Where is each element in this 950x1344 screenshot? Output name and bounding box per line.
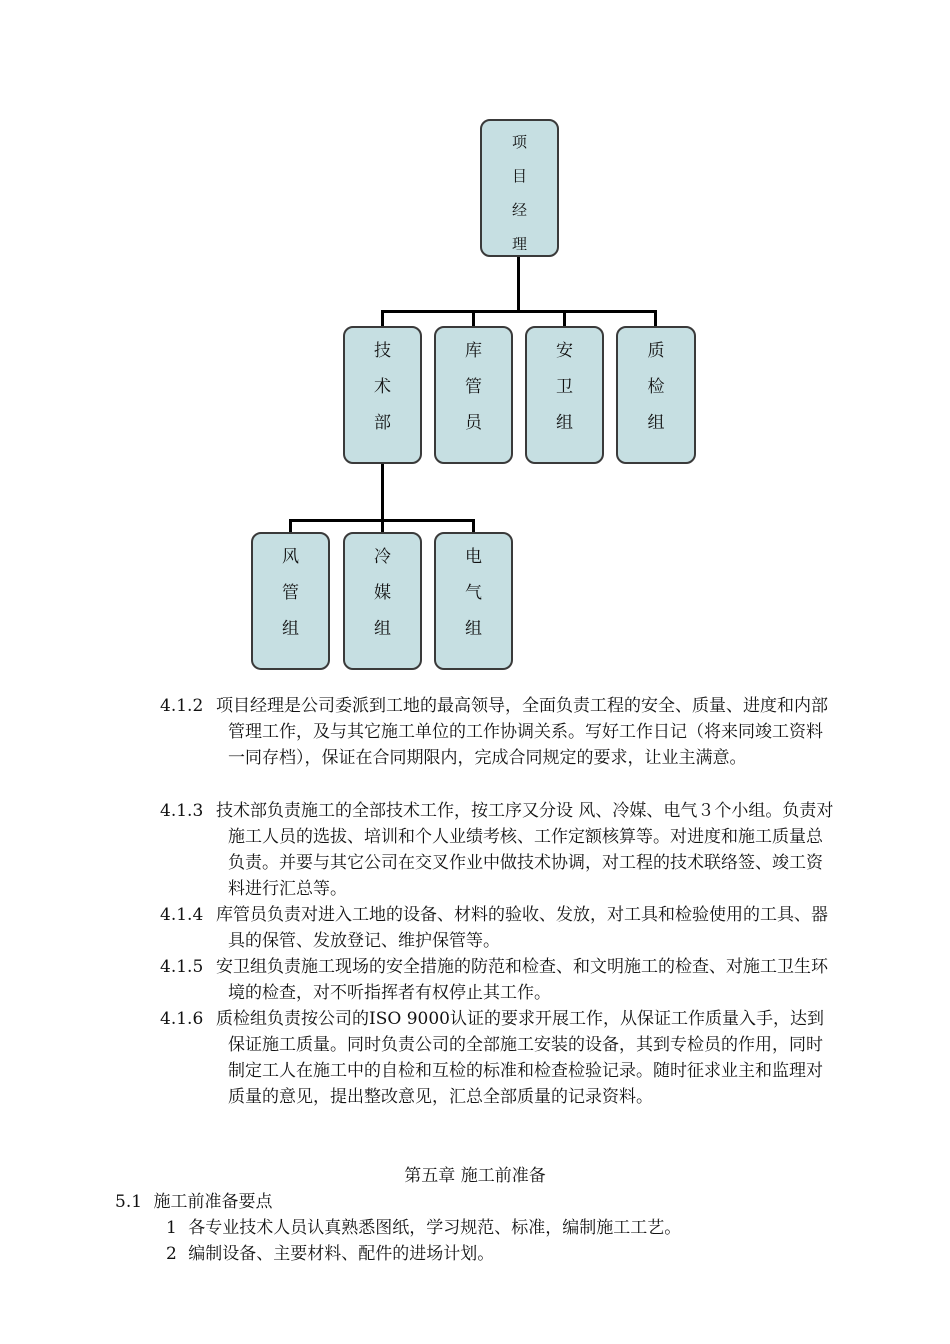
- paragraph-text: 项目经理是公司委派到工地的最高领导，全面负责工程的安全、质量、进度和内部管理工作，及与其它施工单位的工作协调关系。写好工作日记（将来同竣工资料一同存档），保证在合同期限内，完成合同规定的要求，让业主满意。: [216, 696, 828, 768]
- list-item-number: 1: [166, 1218, 177, 1238]
- org-box-tech-dept: [343, 326, 422, 464]
- list-item-text: 各专业技术人员认真熟悉图纸，学习规范、标准，编制施工工艺。: [188, 1218, 682, 1238]
- paragraph-text: 质检组负责按公司的ISO 9000认证的要求开展工作，从保证工作质量入手，达到保证施工质量。同时负责公司的全部施工安装的设备，其到专检员的作用，同时制定工人在施工中的自检和互检的标准和检查检验记录。随时征求业主和监理对质量的意见，提出整改意见，汇总全部质量的记录资料。: [216, 1009, 824, 1107]
- org-box-char: 气: [465, 583, 482, 603]
- paragraph-4-1-4: [160, 902, 835, 954]
- org-box-char: 组: [374, 619, 391, 639]
- paragraph-text: 安卫组负责施工现场的安全措施的防范和检查、和文明施工的检查、对施工卫生环境的检查，对不听指挥者有权停止其工作。: [216, 957, 828, 1003]
- org-box-char: 部: [374, 413, 391, 433]
- paragraph-4-1-3: [160, 798, 835, 902]
- org-box-safety-group: [525, 326, 604, 464]
- org-box-char: 库: [465, 341, 482, 361]
- org-box-electrical-group: [434, 532, 513, 670]
- org-box-char: 组: [556, 413, 573, 433]
- connector-root-down: [517, 256, 520, 312]
- org-box-char: 电: [465, 547, 482, 567]
- org-box-char: 卫: [556, 377, 573, 397]
- paragraph-text: 库管员负责对进入工地的设备、材料的验收、发放，对工具和检验使用的工具、器具的保管、发放登记、维护保管等。: [216, 905, 828, 951]
- org-box-quality-group: [616, 326, 696, 464]
- connector-level2-bar: [381, 310, 657, 313]
- org-box-char: 术: [374, 377, 391, 397]
- connector-tech-down: [381, 462, 384, 521]
- org-box-refrigerant-group: [343, 532, 422, 670]
- section-number: 5.1: [115, 1192, 143, 1212]
- paragraph-number: 4.1.3: [160, 801, 204, 821]
- org-box-char: 目: [511, 167, 527, 185]
- org-box-char: 管: [282, 583, 299, 603]
- section-title: 施工前准备要点: [153, 1192, 273, 1212]
- org-box-char: 员: [465, 413, 482, 433]
- org-box-char: 技: [374, 341, 391, 361]
- org-box-char: 检: [647, 377, 665, 397]
- section-heading: [115, 1189, 272, 1215]
- org-box-warehouse-keeper: [434, 326, 513, 464]
- paragraph-4-1-2: [160, 693, 835, 771]
- paragraph-number: 4.1.2: [160, 696, 204, 716]
- org-box-char: 冷: [374, 547, 391, 567]
- org-box-char: 组: [465, 619, 482, 639]
- paragraph-4-1-6: [160, 1006, 835, 1110]
- org-box-char: 质: [647, 341, 665, 361]
- org-box-char: 项: [511, 133, 527, 151]
- org-box-char: 理: [511, 235, 527, 253]
- paragraph-number: 4.1.4: [160, 905, 204, 925]
- paragraph-number: 4.1.5: [160, 957, 204, 977]
- org-box-char: 组: [647, 413, 665, 433]
- paragraph-number: 4.1.6: [160, 1009, 204, 1029]
- chapter-title: 第五章 施工前准备: [404, 1166, 546, 1186]
- org-box-project-manager: [480, 119, 559, 257]
- org-box-char: 经: [511, 201, 527, 219]
- list-item: [166, 1215, 681, 1241]
- org-box-char: 媒: [374, 583, 391, 603]
- org-box-char: 组: [282, 619, 299, 639]
- list-item-text: 编制设备、主要材料、配件的进场计划。: [188, 1244, 495, 1264]
- org-box-char: 风: [282, 547, 299, 567]
- paragraph-4-1-5: [160, 954, 835, 1006]
- org-box-char: 管: [465, 377, 482, 397]
- list-item: [166, 1241, 494, 1267]
- org-box-char: 安: [556, 341, 573, 361]
- org-box-duct-group: [251, 532, 330, 670]
- paragraph-text: 技术部负责施工的全部技术工作，按工序又分设 风、冷媒、电气３个小组。负责对施工人员的选拔、培训和个人业绩考核、工作定额核算等。对进度和施工质量总负责。并要与其它公司在交叉作业中做技术协调，对工程的技术联络签、竣工资料进行汇总等。: [216, 801, 834, 899]
- list-item-number: 2: [166, 1244, 177, 1264]
